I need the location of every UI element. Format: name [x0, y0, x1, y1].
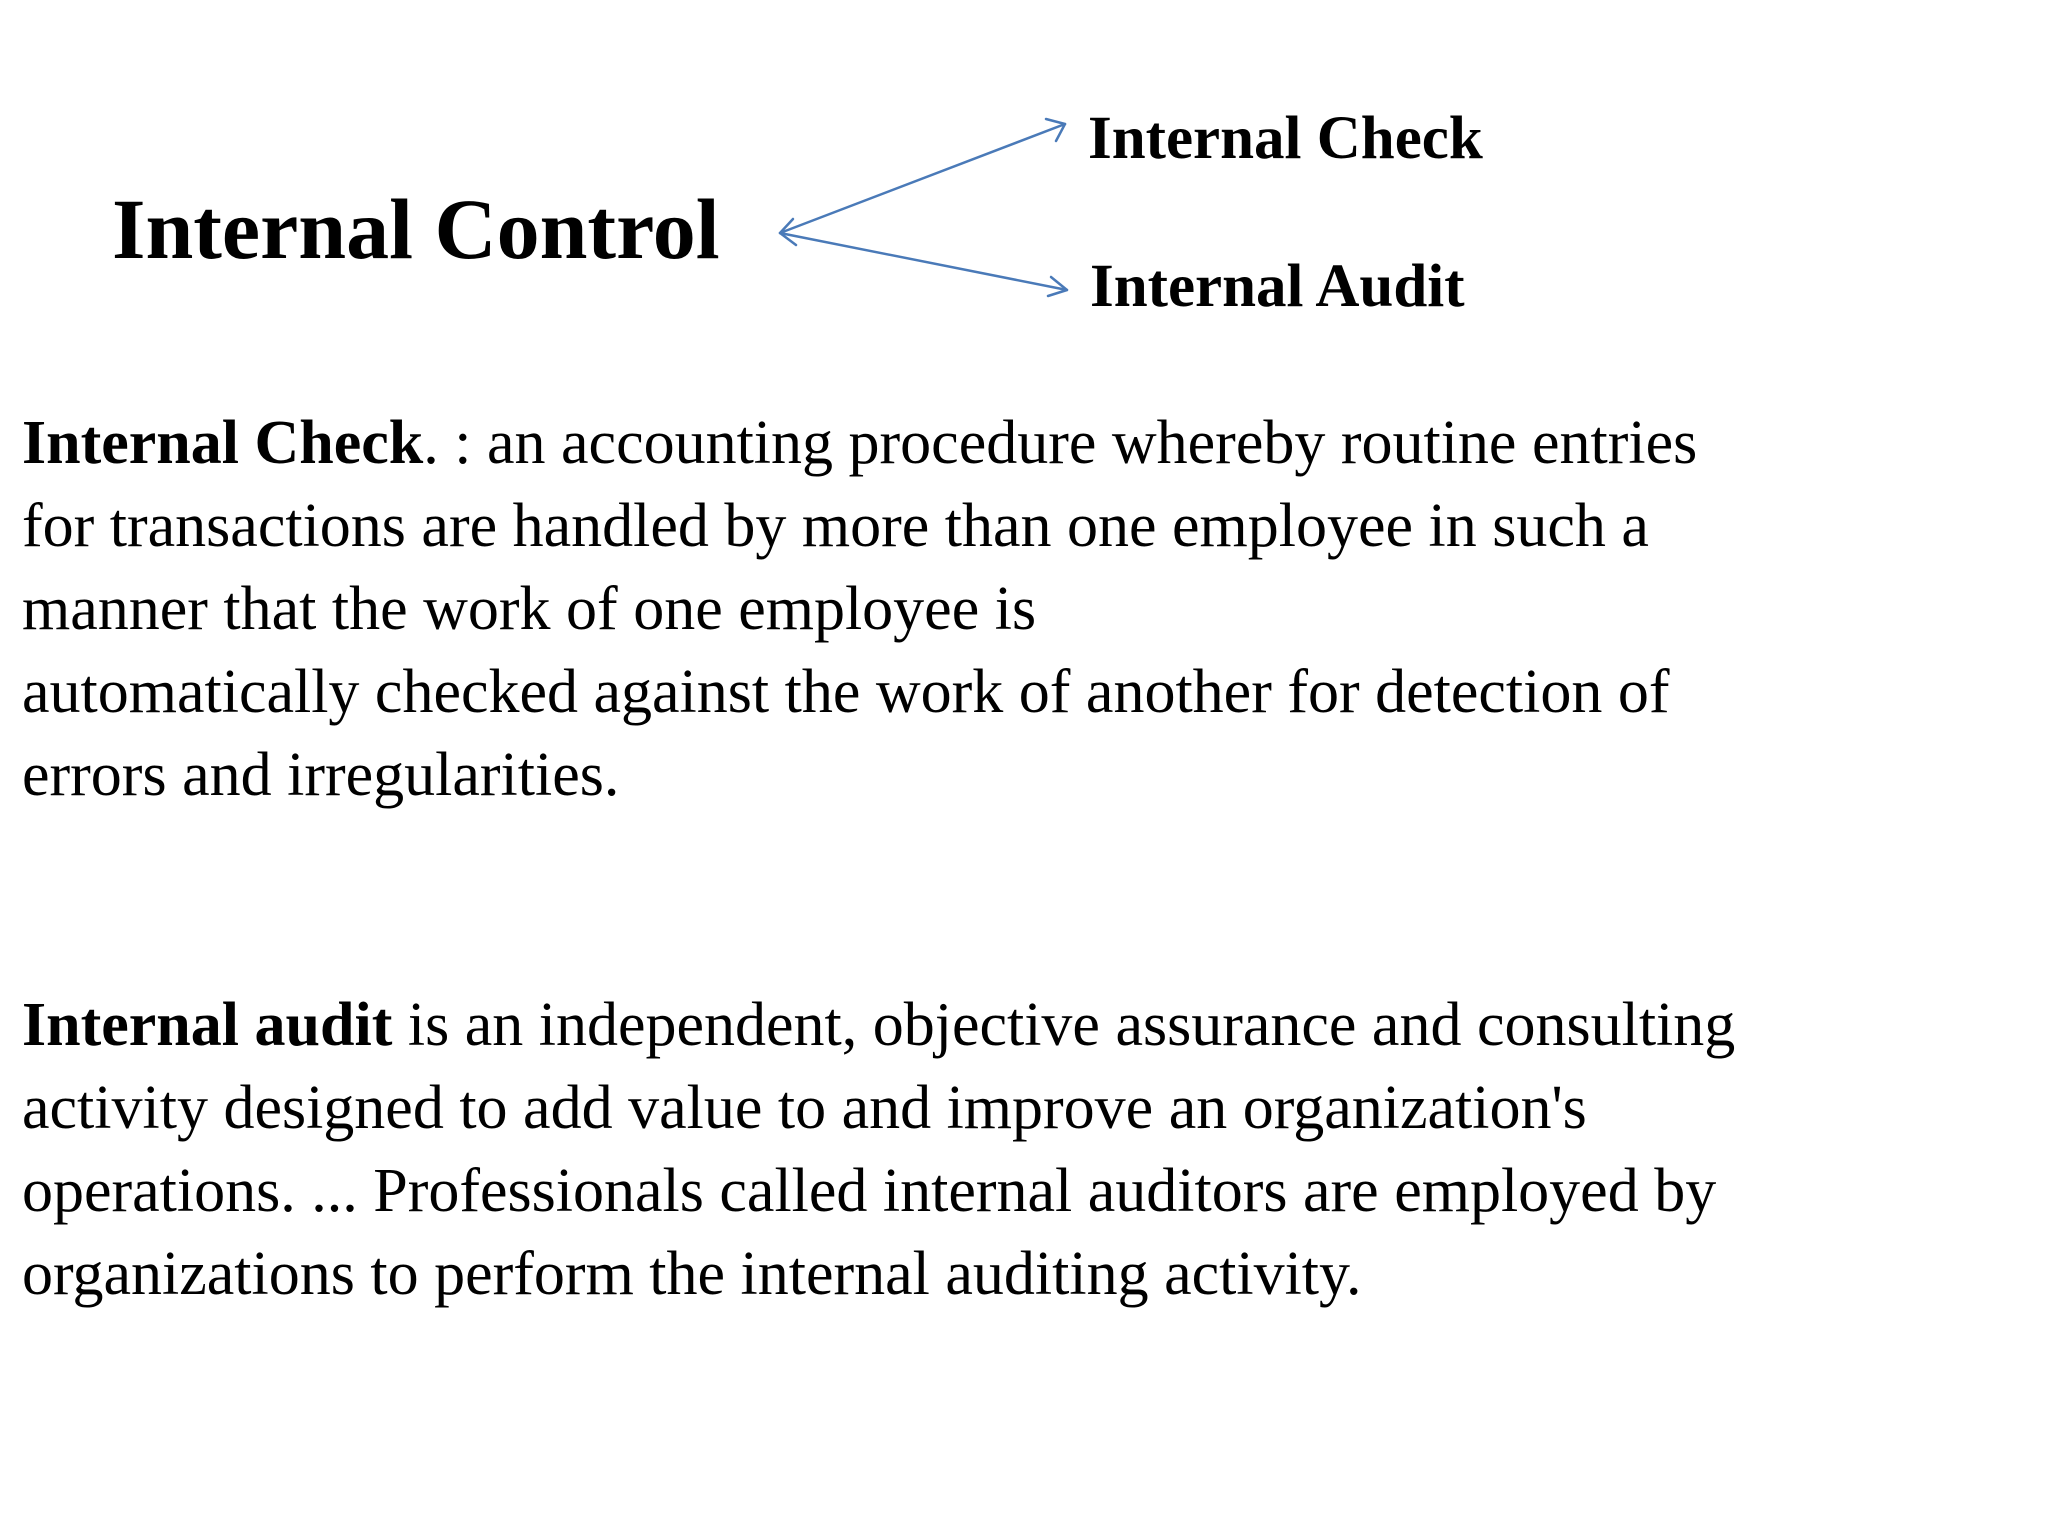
arrow-to-internal-check — [780, 124, 1065, 233]
definition-line — [22, 984, 2012, 1067]
branch-label-internal-audit: Internal Audit — [1090, 253, 1465, 320]
internal-control-diagram — [0, 0, 2048, 360]
arrow-to-internal-audit — [780, 233, 1067, 290]
branch-arrows — [0, 0, 2048, 360]
branch-label-internal-check: Internal Check — [1088, 105, 1483, 172]
internal-check-definition — [22, 402, 2012, 817]
definition-line: activity designed to add value to and improve an organization's — [22, 1074, 1587, 1142]
diagram-root-title: Internal Control — [112, 181, 720, 277]
arrowhead-internal-control — [780, 219, 796, 245]
definition-term: Internal audit — [22, 991, 393, 1059]
definition-line: operations. ... Professionals called internal auditors are employed by — [22, 1157, 1717, 1225]
definition-line: automatically checked against the work of another for detection of — [22, 658, 1670, 726]
definition-line: for transactions are handled by more than one employee in such a — [22, 492, 1649, 560]
internal-audit-definition — [22, 984, 2012, 1316]
definition-term: Internal Check — [22, 409, 424, 477]
definition-line: manner that the work of one employee is — [22, 575, 1037, 643]
definition-line: errors and irregularities. — [22, 741, 620, 809]
definition-line: organizations to perform the internal auditing activity. — [22, 1240, 1362, 1308]
definition-text: . : an accounting procedure whereby routine entries — [423, 409, 1698, 477]
definition-line — [22, 402, 2012, 485]
definition-text: is an independent, objective assurance and consulting — [392, 991, 1736, 1059]
